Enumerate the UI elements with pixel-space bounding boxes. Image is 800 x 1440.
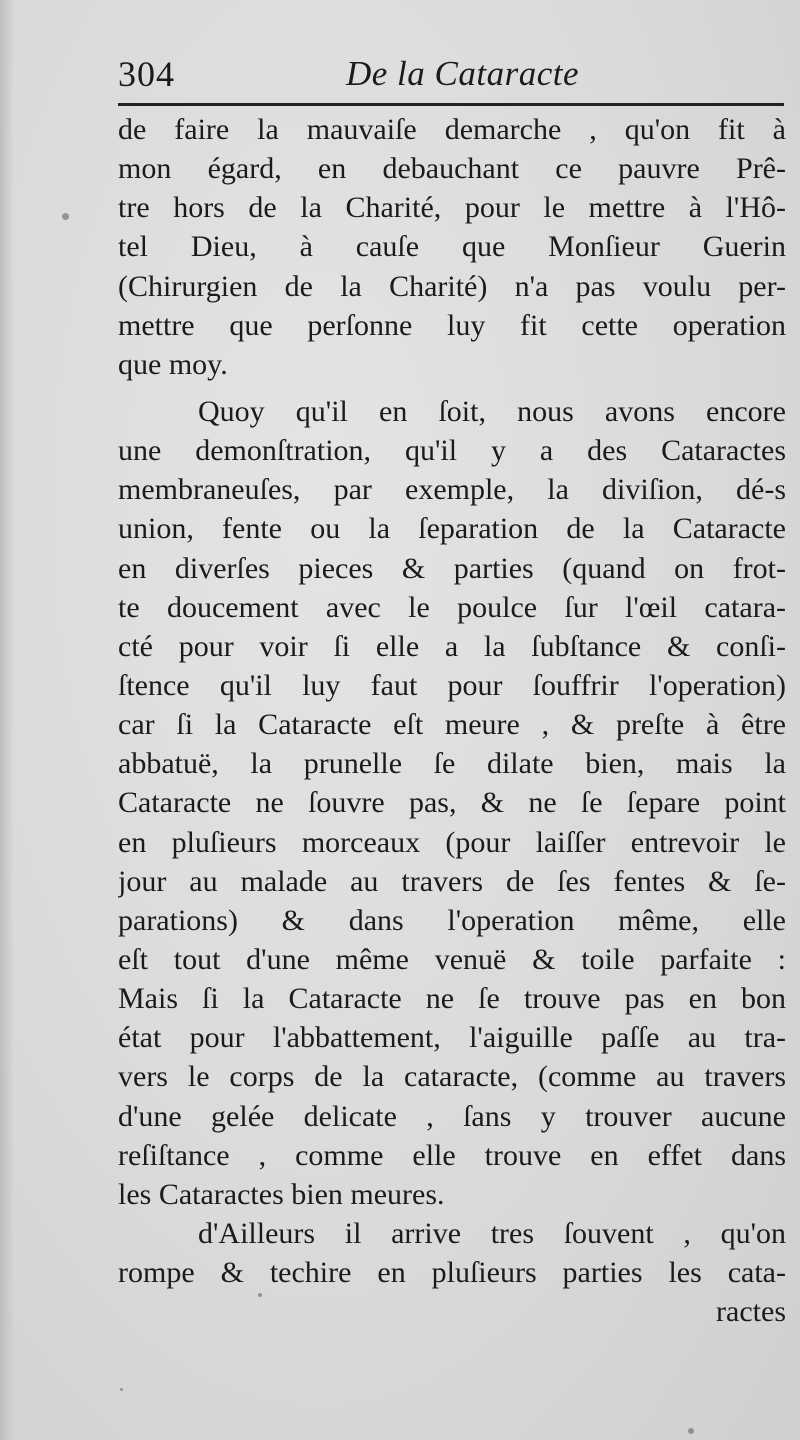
text-line: reſiſtance , comme elle trouve en effet dans — [118, 1138, 786, 1172]
running-head: De la Cataracte — [346, 54, 580, 93]
text-line: les Cataractes bien meures. — [118, 1177, 445, 1211]
text-line: une demonſtration, qu'il y a des Cataractes — [118, 434, 786, 468]
page-number: 304 — [118, 54, 175, 94]
text-line: parations) & dans l'operation même, elle — [118, 903, 786, 937]
paper-speck — [258, 1293, 262, 1297]
paper-speck — [688, 1428, 694, 1434]
text-line: Cataracte ne ſouvre pas, & ne ſe ſepare point — [118, 786, 786, 820]
text-line: (Chirurgien de la Charité) n'a pas voulu per- — [118, 269, 786, 303]
paper-speck — [62, 213, 69, 220]
text-line: rompe & techire en pluſieurs parties les cata- — [118, 1256, 786, 1290]
paragraph-1 — [118, 110, 786, 384]
text-line: d'une gelée delicate , ſans y trouver aucune — [118, 1099, 786, 1133]
paragraph-2 — [118, 392, 786, 1214]
text-line: de faire la mauvaiſe demarche , qu'on fit à — [118, 113, 786, 146]
text-line: eſt tout d'une même venuë & toile parfaite : — [118, 942, 786, 976]
text-line: tre hors de la Charité, pour le mettre à l'Hô- — [118, 191, 786, 225]
paper-speck — [120, 1388, 123, 1391]
text-line: union, fente ou la ſeparation de la Cataracte — [118, 512, 786, 546]
header-rule — [118, 103, 784, 106]
text-line: mettre que perſonne luy fit cette operation — [118, 308, 786, 342]
text-line: jour au malade au travers de ſes fentes & ſe- — [118, 864, 786, 898]
text-line: Quoy qu'il en ſoit, nous avons encore — [198, 394, 786, 428]
text-line: que moy. — [118, 347, 228, 381]
text-line: en pluſieurs morceaux (pour laiſſer entrevoir le — [118, 825, 786, 859]
text-line: membraneuſes, par exemple, la diviſion, dé-s — [118, 473, 786, 507]
body-text — [118, 110, 786, 1331]
paragraph-3 — [118, 1214, 786, 1292]
text-line: ſtence qu'il luy faut pour ſouffrir l'operation) — [118, 668, 786, 702]
text-line: mon égard, en debauchant ce pauvre Prê- — [118, 152, 786, 186]
page-edge-shadow — [0, 0, 14, 1440]
text-line: cté pour voir ſi elle a la ſubſtance & conſi- — [118, 629, 786, 663]
text-line: Mais ſi la Cataracte ne ſe trouve pas en bon — [118, 982, 786, 1016]
catchword: ractes — [716, 1295, 786, 1329]
text-line: tel Dieu, à cauſe que Monſieur Guerin — [118, 230, 786, 264]
text-line: te doucement avec le poulce ſur l'œil catara- — [118, 590, 786, 624]
paragraph-gap — [118, 384, 786, 392]
text-line: vers le corps de la cataracte, (comme au travers — [118, 1060, 786, 1094]
page-header — [118, 52, 784, 98]
text-line: état pour l'abbattement, l'aiguille paſſe au tra- — [118, 1021, 786, 1055]
text-line: en diverſes pieces & parties (quand on frot- — [118, 551, 786, 585]
text-line: abbatuë, la prunelle ſe dilate bien, mais la — [118, 747, 786, 781]
text-line: car ſi la Cataracte eſt meure , & preſte à être — [118, 708, 786, 742]
text-line: d'Ailleurs il arrive tres ſouvent , qu'on — [198, 1216, 786, 1250]
